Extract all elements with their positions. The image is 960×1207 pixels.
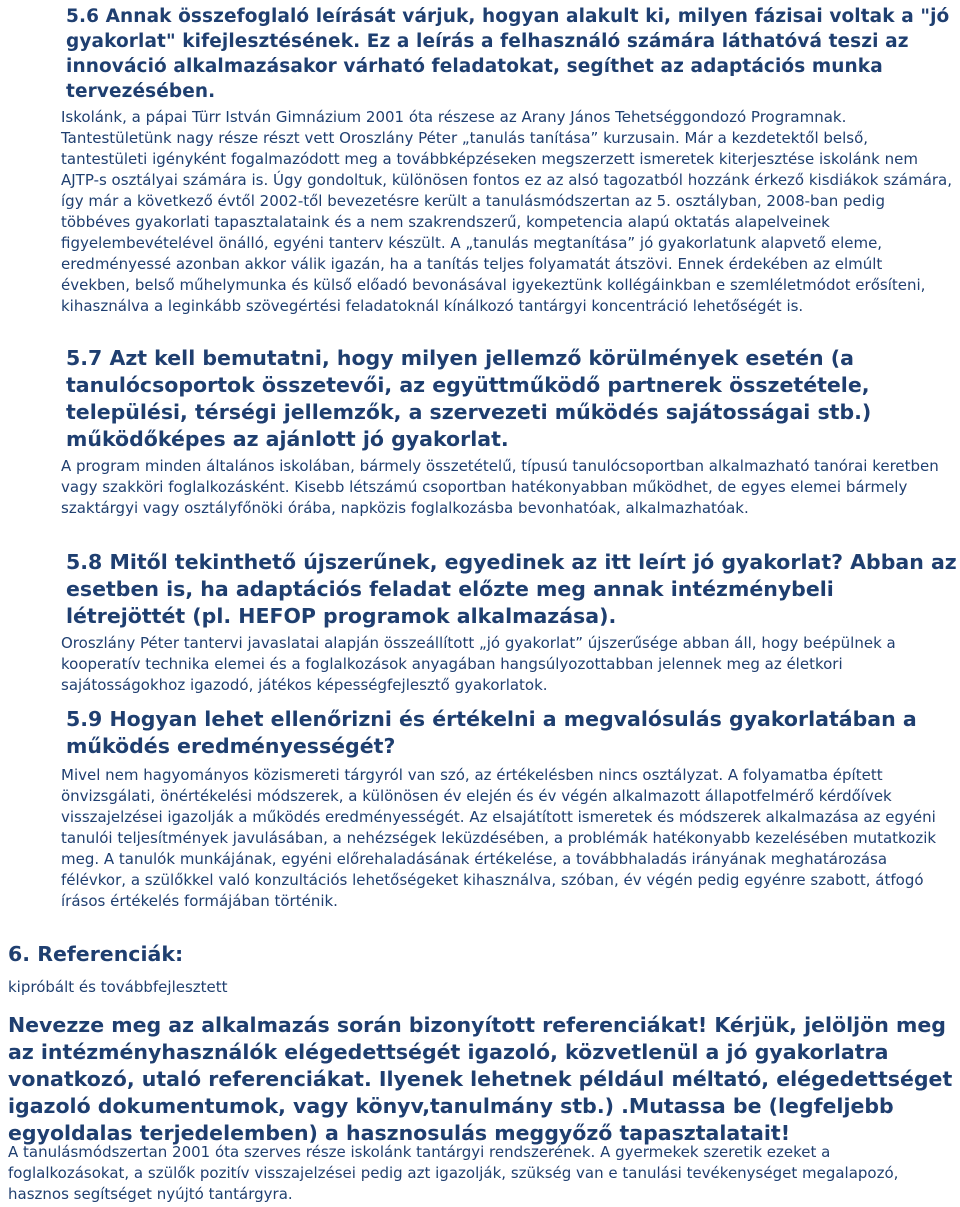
section-6-heading: 6. Referenciák: bbox=[8, 942, 184, 966]
section-5-8-body: Oroszlány Péter tantervi javaslatai alapján összeállított „jó gyakorlat” újszerűsége abban áll, hogy beépülnek a kooperatív technika elemei és a foglalkozások anyagában hangsúlyozottabban jelennek meg az életkori sajátosságokhoz igazodó, játékos képességfejlesztő gyakorlatok. bbox=[61, 634, 896, 694]
section-5-7-heading: 5.7 Azt kell bemutatni, hogy milyen jellemző körülmények esetén (a tanulócsoportok összetevői, az együttműködő partnerek összetétele, települési, térségi jellemzők, a szervezeti működés sajátosságai stb.) működőképes az ajánlott jó gyakorlat. bbox=[66, 346, 872, 451]
section-5-7-body: A program minden általános iskolában, bármely összetételű, típusú tanulócsoportban alkalmazható tanórai keretben vagy szakköri foglalkozásként. Kisebb létszámú csoportban hatékonyabban működhet, de egyes elemei bármely szaktárgyi vagy osztályfőnöki órába, napközis foglalkozásba bevonhatóak, alkalmazhatóak. bbox=[61, 457, 939, 517]
section-5-8-heading: 5.8 Mitől tekinthető újszerűnek, egyedinek az itt leírt jó gyakorlat? Abban az esetben is, ha adaptációs feladat előzte meg annak intézménybeli létrejöttét (pl. HEFOP programok alkalmazása). bbox=[66, 550, 957, 628]
section-5-9-body: Mivel nem hagyományos közismereti tárgyról van szó, az értékelésben nincs osztályzat. A folyamatba épített önvizsgálati, önértékelési módszerek, a különösen év elején és év végén alkalmazott állapotfelmérő kérdőívek visszajelzései igazolják a működés eredményességét. Az elsajátított ismeretek és módszerek alkalmazása az egyéni tanulói teljesítmények javulásában, a nehézségek leküzdésében, a problémák hatékonyabb kezelésében mutatkozik meg. A tanulók munkájának, egyéni előrehaladásának értékelése, a továbbhaladás irányának meghatározása félévkor, a szülőkkel való konzultációs lehetőségeket kihasználva, szóban, év végén pedig egyénre szabott, átfogó írásos értékelés formájában történik. bbox=[61, 766, 937, 910]
section-6-subtitle: kipróbált és továbbfejlesztett bbox=[8, 978, 228, 996]
section-5-6-body: Iskolánk, a pápai Türr István Gimnázium 2001 óta részese az Arany János Tehetséggondozó Programnak. Tantestületünk nagy része részt vett Oroszlány Péter „tanulás tanítása” kurzusain. Már a kezdetektől belső, tantestületi igényként fogalmazódott meg a továbbképzéseken megszerzett ismeretek kiterjesztése iskolánk nem AJTP-s osztályai számára is. Úgy gondoltuk, különösen fontos ez az alsó tagozatból hozzánk érkező kisdiákok számára, így már a következő évtől 2002-től bevezetésre került a tanulásmódszertan az 5. osztályban, 2008-ban pedig többéves gyakorlati tapasztalataink és a nem szakrendszerű, kompetencia alapú oktatás alapelveinek figyelembevételével önálló, egyéni tanterv készült. A „tanulás megtanítása” jó gyakorlatunk alapvető eleme, eredményessé azonban akkor válik igazán, ha a tanítás teljes folyamatát átszövi. Ennek érdekében az elmúlt években, belső műhelymunka és külső előadó bevonásával igyekeztünk kollégáinkban e szemléletmódot erősíteni, kihasználva a leginkább szövegértési feladatoknál kínálkozó tantárgyi koncentráció lehetőségét is. bbox=[61, 108, 953, 315]
section-5-9-heading: 5.9 Hogyan lehet ellenőrizni és értékelni a megvalósulás gyakorlatában a működés eredményességét? bbox=[66, 707, 917, 758]
section-5-6-heading: 5.6 Annak összefoglaló leírását várjuk, hogyan alakult ki, milyen fázisai voltak a "jó gyakorlat" kifejlesztésének. Ez a leírás a felhasználó számára láthatóvá teszi az innováció alkalmazásakor várható feladatokat, segíthet az adaptációs munka tervezésében. bbox=[66, 6, 950, 102]
section-6-prompt: Nevezze meg az alkalmazás során bizonyított referenciákat! Kérjük, jelöljön meg az intézményhasználók elégedettségét igazoló, közvetlenül a jó gyakorlatra vonatkozó, utaló referenciákat. Ilyenek lehetnek például méltató, elégedettséget igazoló dokumentumok, vagy könyv,tanulmány stb.) .Mutassa be (legfeljebb egyoldalas terjedelemben) a hasznosulás meggyőző tapasztalatait! bbox=[8, 1013, 953, 1145]
section-6-body: A tanulásmódszertan 2001 óta szerves része iskolánk tantárgyi rendszerének. A gyermekek szeretik ezeket a foglalkozásokat, a szülők pozitív visszajelzései pedig azt igazolják, szükség van e tanulási tevékenységet megalapozó, hasznos segítséget nyújtó tantárgyra. bbox=[8, 1143, 899, 1203]
